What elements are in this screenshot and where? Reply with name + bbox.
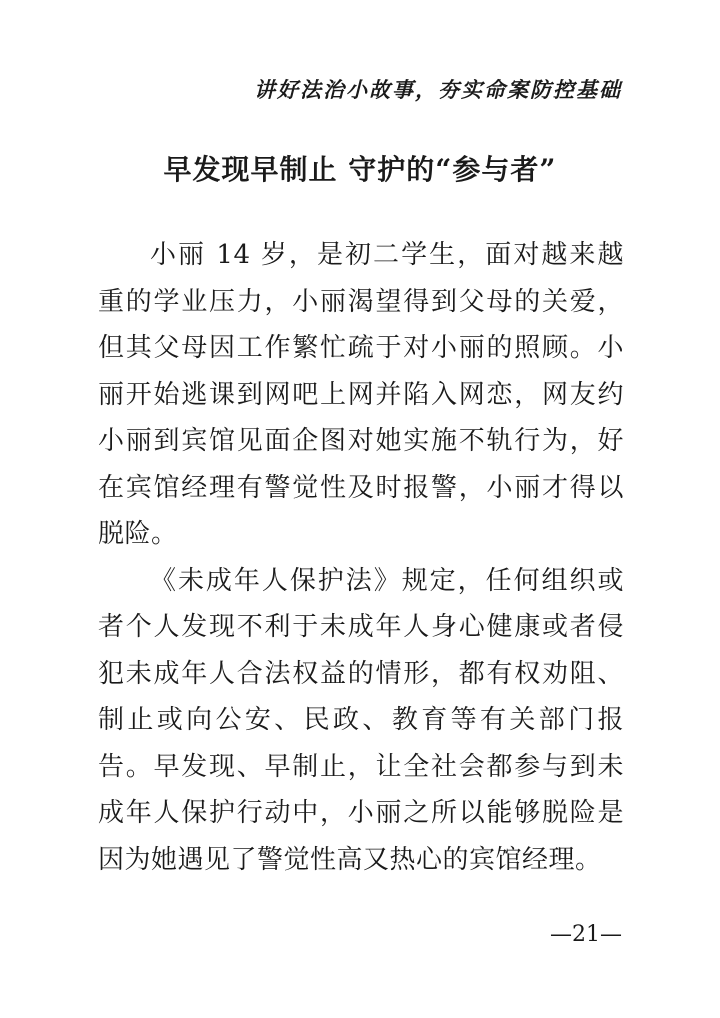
page-number: —21— <box>550 922 622 947</box>
paragraph-1: 小丽 14 岁，是初二学生，面对越来越重的学业压力，小丽渴望得到父母的关爱，但其父母因工作繁忙疏于对小丽的照顾。小丽开始逃课到网吧上网并陷入网恋，网友约小丽到宾馆见面企图对她实施不轨行为，好在宾馆经理有警觉性及时报警，小丽才得以脱险。 <box>98 240 624 549</box>
paragraph-2: 《未成年人保护法》规定，任何组织或者个人发现不利于未成年人身心健康或者侵犯未成年人合法权益的情形，都有权劝阻、制止或向公安、民政、教育等有关部门报告。早发现、早制止，让全社会都参与到未成年人保护行动中，小丽之所以能够脱险是因为她遇见了警觉性高又热心的宾馆经理。 <box>98 565 624 875</box>
article-title: 早发现早制止 守护的“参与者” <box>163 153 557 186</box>
running-header: 讲好法治小故事，夯实命案防控基础 <box>254 77 622 102</box>
article-body <box>98 232 624 883</box>
